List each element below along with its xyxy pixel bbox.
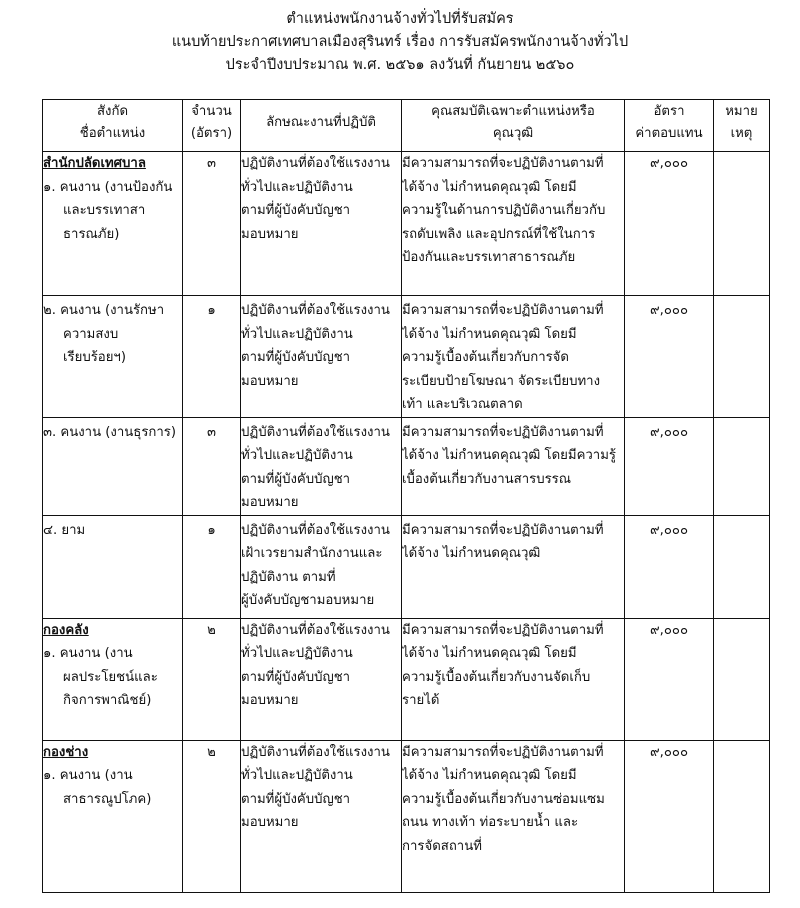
qualification-line: รายได้ [402,693,440,708]
header-note: หมาย เหตุ [714,100,770,152]
position-name-line: ๑. คนงาน (งาน [43,646,133,661]
compensation-rate: ๙,๐๐๐ [650,744,688,760]
duty-line: มอบหมาย [241,693,299,708]
position-name-line: และบรรเทาสา [63,203,146,218]
position-name-line: ความสงบ [63,326,119,342]
position-name-line: เรียบร้อยฯ) [63,350,126,365]
department-name: กองคลัง [43,622,89,638]
qualification-line: เบื้องต้นเกี่ยวกับงานสารบรรณ [402,471,571,487]
table-row [43,152,770,296]
qualification-line: ป้องกันและบรรเทาสาธารณภัย [402,250,576,265]
positions-table [42,99,770,893]
qualification-line: มีความสามารถที่จะปฏิบัติงานตามที่ [402,303,604,318]
qualification-line: ถนน ทางเท้า ท่อระบายน้ำ และ [402,815,579,830]
qualification-cell [402,152,625,296]
duty-line: ตามที่ผู้บังคับบัญชา [241,791,351,807]
count-cell [183,618,241,740]
duty-line: ทั่วไปและปฏิบัติงาน [241,179,353,195]
position-count: ๓ [206,424,216,440]
position-name-line: ๒. คนงาน (งานรักษา [43,303,165,318]
header-rate: อัตรา ค่าตอบแทน [625,100,714,152]
qualification-line: ได้จ้าง ไม่กำหนดคุณวุฒิ โดยมี [402,326,577,342]
table-row [43,296,770,418]
header-subtitle: แนบท้ายประกาศเทศบาลเมืองสุรินทร์ เรื่อง การรับสมัครพนักงานจ้างทั่วไป [171,34,629,50]
qualification-cell [402,515,625,618]
duty-line: ทั่วไปและปฏิบัติงาน [241,646,353,661]
duty-cell [241,152,402,296]
duty-line: ปฏิบัติงานที่ต้องใช้แรงงาน [241,622,390,638]
duty-line: มอบหมาย [241,815,299,830]
position-count: ๑ [207,522,216,538]
duty-line: ปฏิบัติงานที่ต้องใช้แรงงาน [241,303,390,318]
header-title: ตำแหน่งพนักงานจ้างทั่วไปที่รับสมัคร [286,11,514,27]
duty-cell [241,296,402,418]
qualification-line: มีความสามารถที่จะปฏิบัติงานตามที่ [402,156,604,171]
compensation-rate: ๙,๐๐๐ [650,622,688,638]
table-row [43,417,770,515]
qualification-line: ได้จ้าง ไม่กำหนดคุณวุฒิ [402,546,541,561]
qualification-line: ได้จ้าง ไม่กำหนดคุณวุฒิ โดยมี [402,646,577,661]
document-header [0,8,800,77]
qualification-cell [402,740,625,892]
count-cell [183,152,241,296]
duty-line: ปฏิบัติงาน ตามที่ [241,569,336,585]
header-qualification: คุณสมบัติเฉพาะตำแหน่งหรือ คุณวุฒิ [402,100,625,152]
position-count: ๒ [207,744,216,760]
duty-line: เฝ้าเวรยามสำนักงานและ [241,546,383,561]
position-cell [43,417,183,515]
qualification-line: รถดับเพลิง และอุปกรณ์ที่ใช้ในการ [402,226,596,242]
position-name-line: ๑. คนงาน (งาน [43,768,133,783]
table-row [43,740,770,892]
qualification-line: ความรู้เบื้องต้นเกี่ยวกับการจัด [402,350,569,365]
header-duty: ลักษณะงานที่ปฏิบัติ [241,100,402,152]
qualification-line: ได้จ้าง ไม่กำหนดคุณวุฒิ โดยมีความรู้ [402,448,616,463]
position-cell [43,618,183,740]
duty-line: มอบหมาย [241,495,299,510]
qualification-line: ความรู้เบื้องต้นเกี่ยวกับงานจัดเก็บ [402,669,591,685]
note-cell [714,152,770,296]
rate-cell [625,618,714,740]
position-name-line: ๓. คนงาน (งานธุรการ) [43,424,177,440]
position-name-line: ๔. ยาม [43,522,86,538]
count-cell [183,296,241,418]
duty-line: ปฏิบัติงานที่ต้องใช้แรงงาน [241,156,390,171]
position-name-line: ๑. คนงาน (งานป้องกัน [43,179,173,195]
header-count: จำนวน (อัตรา) [183,100,241,152]
qualification-line: มีความสามารถที่จะปฏิบัติงานตามที่ [402,522,604,538]
rate-cell [625,417,714,515]
qualification-line: ได้จ้าง ไม่กำหนดคุณวุฒิ โดยมี [402,768,577,783]
position-count: ๑ [207,303,216,318]
qualification-line: การจัดสถานที่ [402,838,482,854]
qualification-line: ความรู้เบื้องต้นเกี่ยวกับงานซ่อมแซม [402,791,605,807]
note-cell [714,296,770,418]
duty-line: ตามที่ผู้บังคับบัญชา [241,350,351,365]
duty-line: มอบหมาย [241,226,299,242]
header-date-line: ประจำปีงบประมาณ พ.ศ. ๒๕๖๑ ลงวันที่ กันยายน ๒๕๖๐ [225,57,575,73]
qualification-line: มีความสามารถที่จะปฏิบัติงานตามที่ [402,744,604,760]
duty-line: ตามที่ผู้บังคับบัญชา [241,203,351,218]
qualification-line: มีความสามารถที่จะปฏิบัติงานตามที่ [402,622,604,638]
qualification-line: ได้จ้าง ไม่กำหนดคุณวุฒิ โดยมี [402,179,577,195]
position-cell [43,152,183,296]
count-cell [183,740,241,892]
position-count: ๒ [207,622,216,638]
position-name-line: สาธารณูปโภค) [63,791,152,807]
duty-line: ทั่วไปและปฏิบัติงาน [241,448,353,463]
department-name: สำนักปลัดเทศบาล [43,156,146,171]
note-cell [714,618,770,740]
count-cell [183,417,241,515]
table-row [43,618,770,740]
qualification-cell [402,417,625,515]
duty-cell [241,417,402,515]
duty-cell [241,618,402,740]
duty-cell [241,740,402,892]
qualification-cell [402,296,625,418]
qualification-line: ความรู้ในด้านการปฏิบัติงานเกี่ยวกับ [402,203,606,218]
rate-cell [625,515,714,618]
duty-cell [241,515,402,618]
position-count: ๓ [206,156,216,171]
qualification-cell [402,618,625,740]
note-cell [714,740,770,892]
count-cell [183,515,241,618]
compensation-rate: ๙,๐๐๐ [650,303,688,318]
duty-line: ตามที่ผู้บังคับบัญชา [241,471,351,487]
compensation-rate: ๙,๐๐๐ [650,424,688,440]
duty-line: ผู้บังคับบัญชามอบหมาย [241,593,375,608]
compensation-rate: ๙,๐๐๐ [650,522,688,538]
qualification-line: เท้า และบริเวณตลาด [402,397,523,412]
compensation-rate: ๙,๐๐๐ [650,156,688,171]
duty-line: ทั่วไปและปฏิบัติงาน [241,326,353,342]
position-name-line: ธารณภัย) [63,226,120,242]
position-name-line: กิจการพาณิชย์) [63,693,152,708]
position-cell [43,515,183,618]
position-name-line: ผลประโยชน์และ [63,669,158,685]
duty-line: ปฏิบัติงานที่ต้องใช้แรงงาน [241,744,390,760]
qualification-line: มีความสามารถที่จะปฏิบัติงานตามที่ [402,424,604,440]
department-name: กองช่าง [43,744,89,760]
note-cell [714,417,770,515]
header-position: สังกัด ชื่อตำแหน่ง [43,100,183,152]
rate-cell [625,152,714,296]
qualification-line: ระเบียบป้ายโฆษณา จัดระเบียบทาง [402,373,601,389]
duty-line: ตามที่ผู้บังคับบัญชา [241,669,351,685]
duty-line: ทั่วไปและปฏิบัติงาน [241,768,353,783]
duty-line: ปฏิบัติงานที่ต้องใช้แรงงาน [241,522,390,538]
rate-cell [625,740,714,892]
position-cell [43,296,183,418]
position-cell [43,740,183,892]
rate-cell [625,296,714,418]
table-header-row [43,100,770,152]
note-cell [714,515,770,618]
duty-line: มอบหมาย [241,373,299,389]
table-row [43,515,770,618]
duty-line: ปฏิบัติงานที่ต้องใช้แรงงาน [241,424,390,440]
